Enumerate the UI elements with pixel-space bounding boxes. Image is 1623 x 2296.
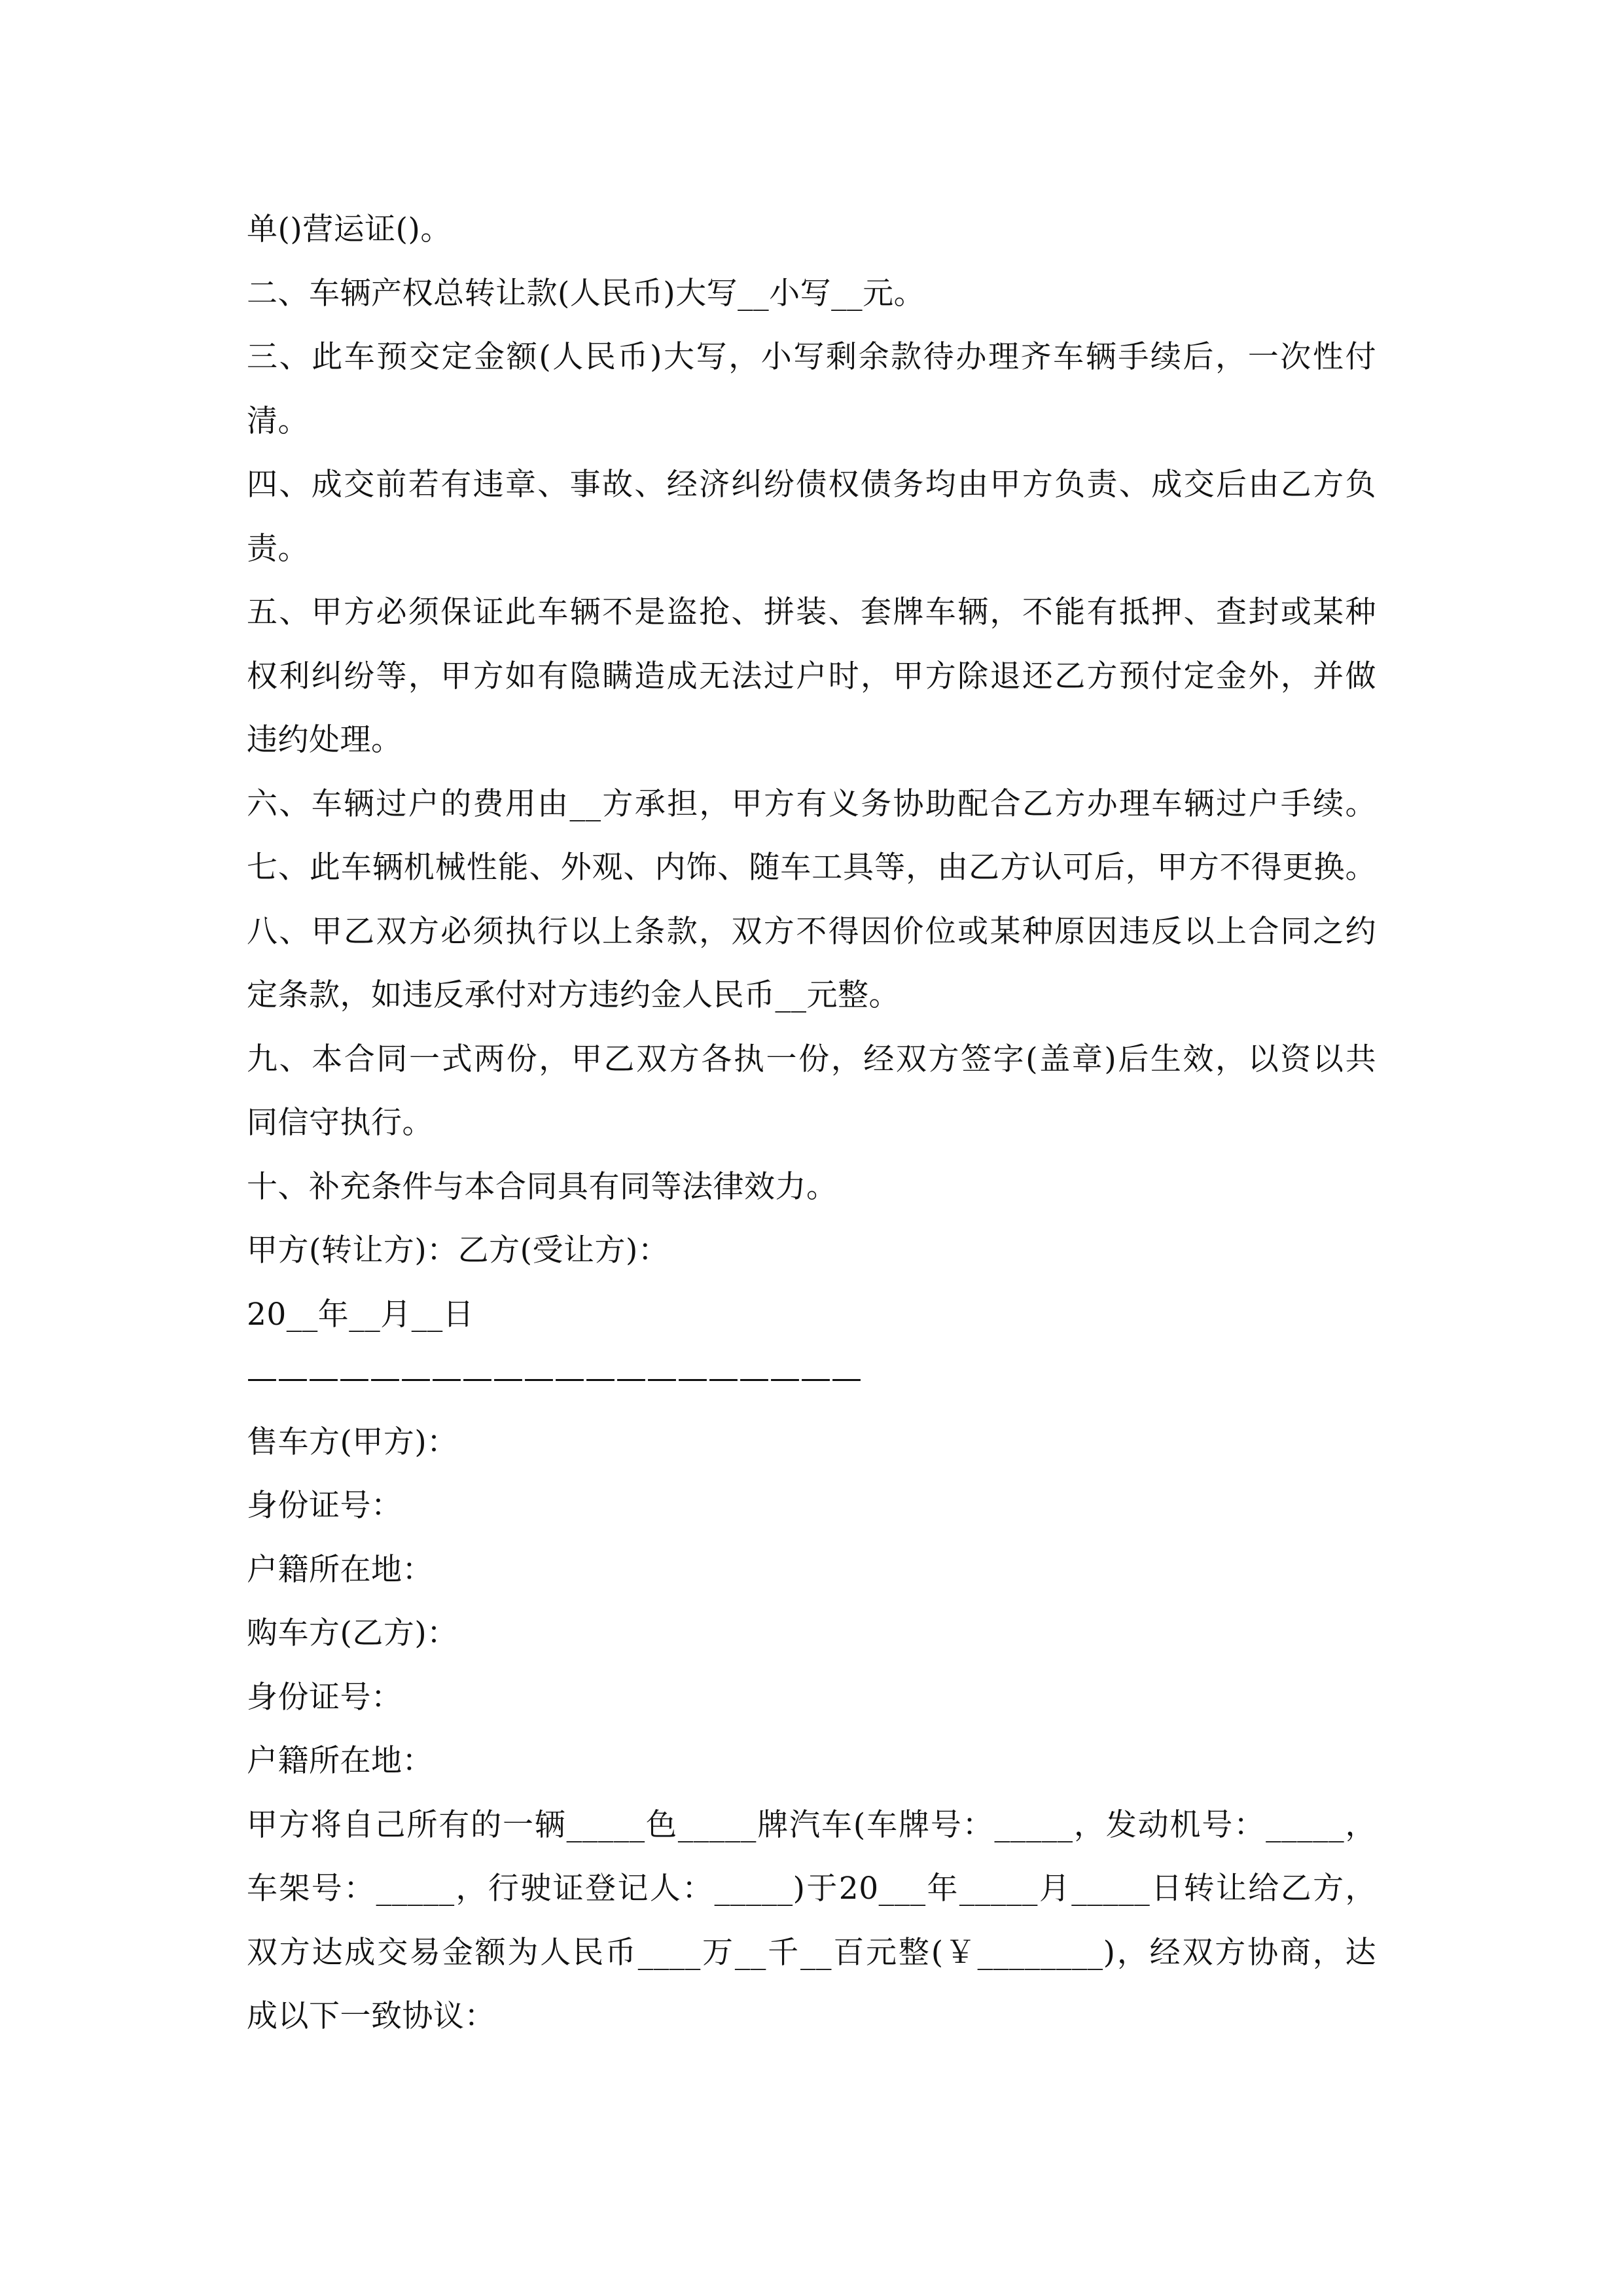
clause-3-line-1: 三、此车预交定金额(人民币)大写，小写剩余款待办理齐车辆手续后，一次性付	[247, 339, 1376, 375]
section-divider: ————————————————————	[247, 1360, 862, 1396]
clause-4-line-1: 四、成交前若有违章、事故、经济纠纷债权债务均由甲方负责、成交后由乙方负	[247, 467, 1376, 503]
clause-9-line-1: 九、本合同一式两份，甲乙双方各执一份，经双方签字(盖章)后生效，以资以共	[247, 1041, 1376, 1077]
clause-8-line-1: 八、甲乙双方必须执行以上条款，双方不得因价位或某种原因违反以上合同之约	[247, 913, 1376, 950]
signature-date: 20__年__月__日	[247, 1296, 474, 1333]
clause-2: 二、车辆产权总转让款(人民币)大写__小写__元。	[247, 275, 925, 312]
agreement-line-1: 甲方将自己所有的一辆_____色_____牌汽车(车牌号：_____，发动机号：_____，	[247, 1806, 1376, 1843]
clause-7: 七、此车辆机械性能、外观、内饰、随车工具等，由乙方认可后，甲方不得更换。	[247, 850, 1376, 886]
clause-5-line-2: 权利纠纷等，甲方如有隐瞒造成无法过户时，甲方除退还乙方预付定金外，并做	[247, 658, 1376, 694]
clause-8-line-2: 定条款，如违反承付对方违约金人民币__元整。	[247, 977, 900, 1013]
clause-3-line-2: 清。	[247, 403, 309, 439]
clause-4-line-2: 责。	[247, 530, 309, 567]
buyer-id-number: 身份证号：	[247, 1679, 402, 1715]
clause-10: 十、补充条件与本合同具有同等法律效力。	[247, 1168, 838, 1205]
buyer-label: 购车方(乙方)：	[247, 1615, 458, 1651]
seller-residence: 户籍所在地：	[247, 1551, 433, 1588]
clause-5-line-1: 五、甲方必须保证此车辆不是盗抢、拼装、套牌车辆，不能有抵押、查封或某种	[247, 594, 1376, 630]
clause-5-line-3: 违约处理。	[247, 722, 402, 758]
seller-label: 售车方(甲方)：	[247, 1424, 458, 1460]
clause-6: 六、车辆过户的费用由__方承担，甲方有义务协助配合乙方办理车辆过户手续。	[247, 785, 1376, 822]
clause-9-line-2: 同信守执行。	[247, 1105, 433, 1141]
seller-id-number: 身份证号：	[247, 1488, 402, 1524]
buyer-residence: 户籍所在地：	[247, 1743, 433, 1779]
text-line: 单()营运证()。	[247, 211, 452, 247]
document-body	[247, 198, 1376, 2049]
agreement-line-2: 车架号：_____，行驶证登记人：_____)于20___年_____月_____日转让给乙方，	[247, 1871, 1377, 1907]
signature-parties: 甲方(转让方)：乙方(受让方)：	[247, 1232, 669, 1268]
agreement-line-3: 双方达成交易金额为人民币____万__千__百元整(￥________)，经双方协商，达	[247, 1934, 1376, 1971]
agreement-line-4: 成以下一致协议：	[247, 1998, 495, 2034]
